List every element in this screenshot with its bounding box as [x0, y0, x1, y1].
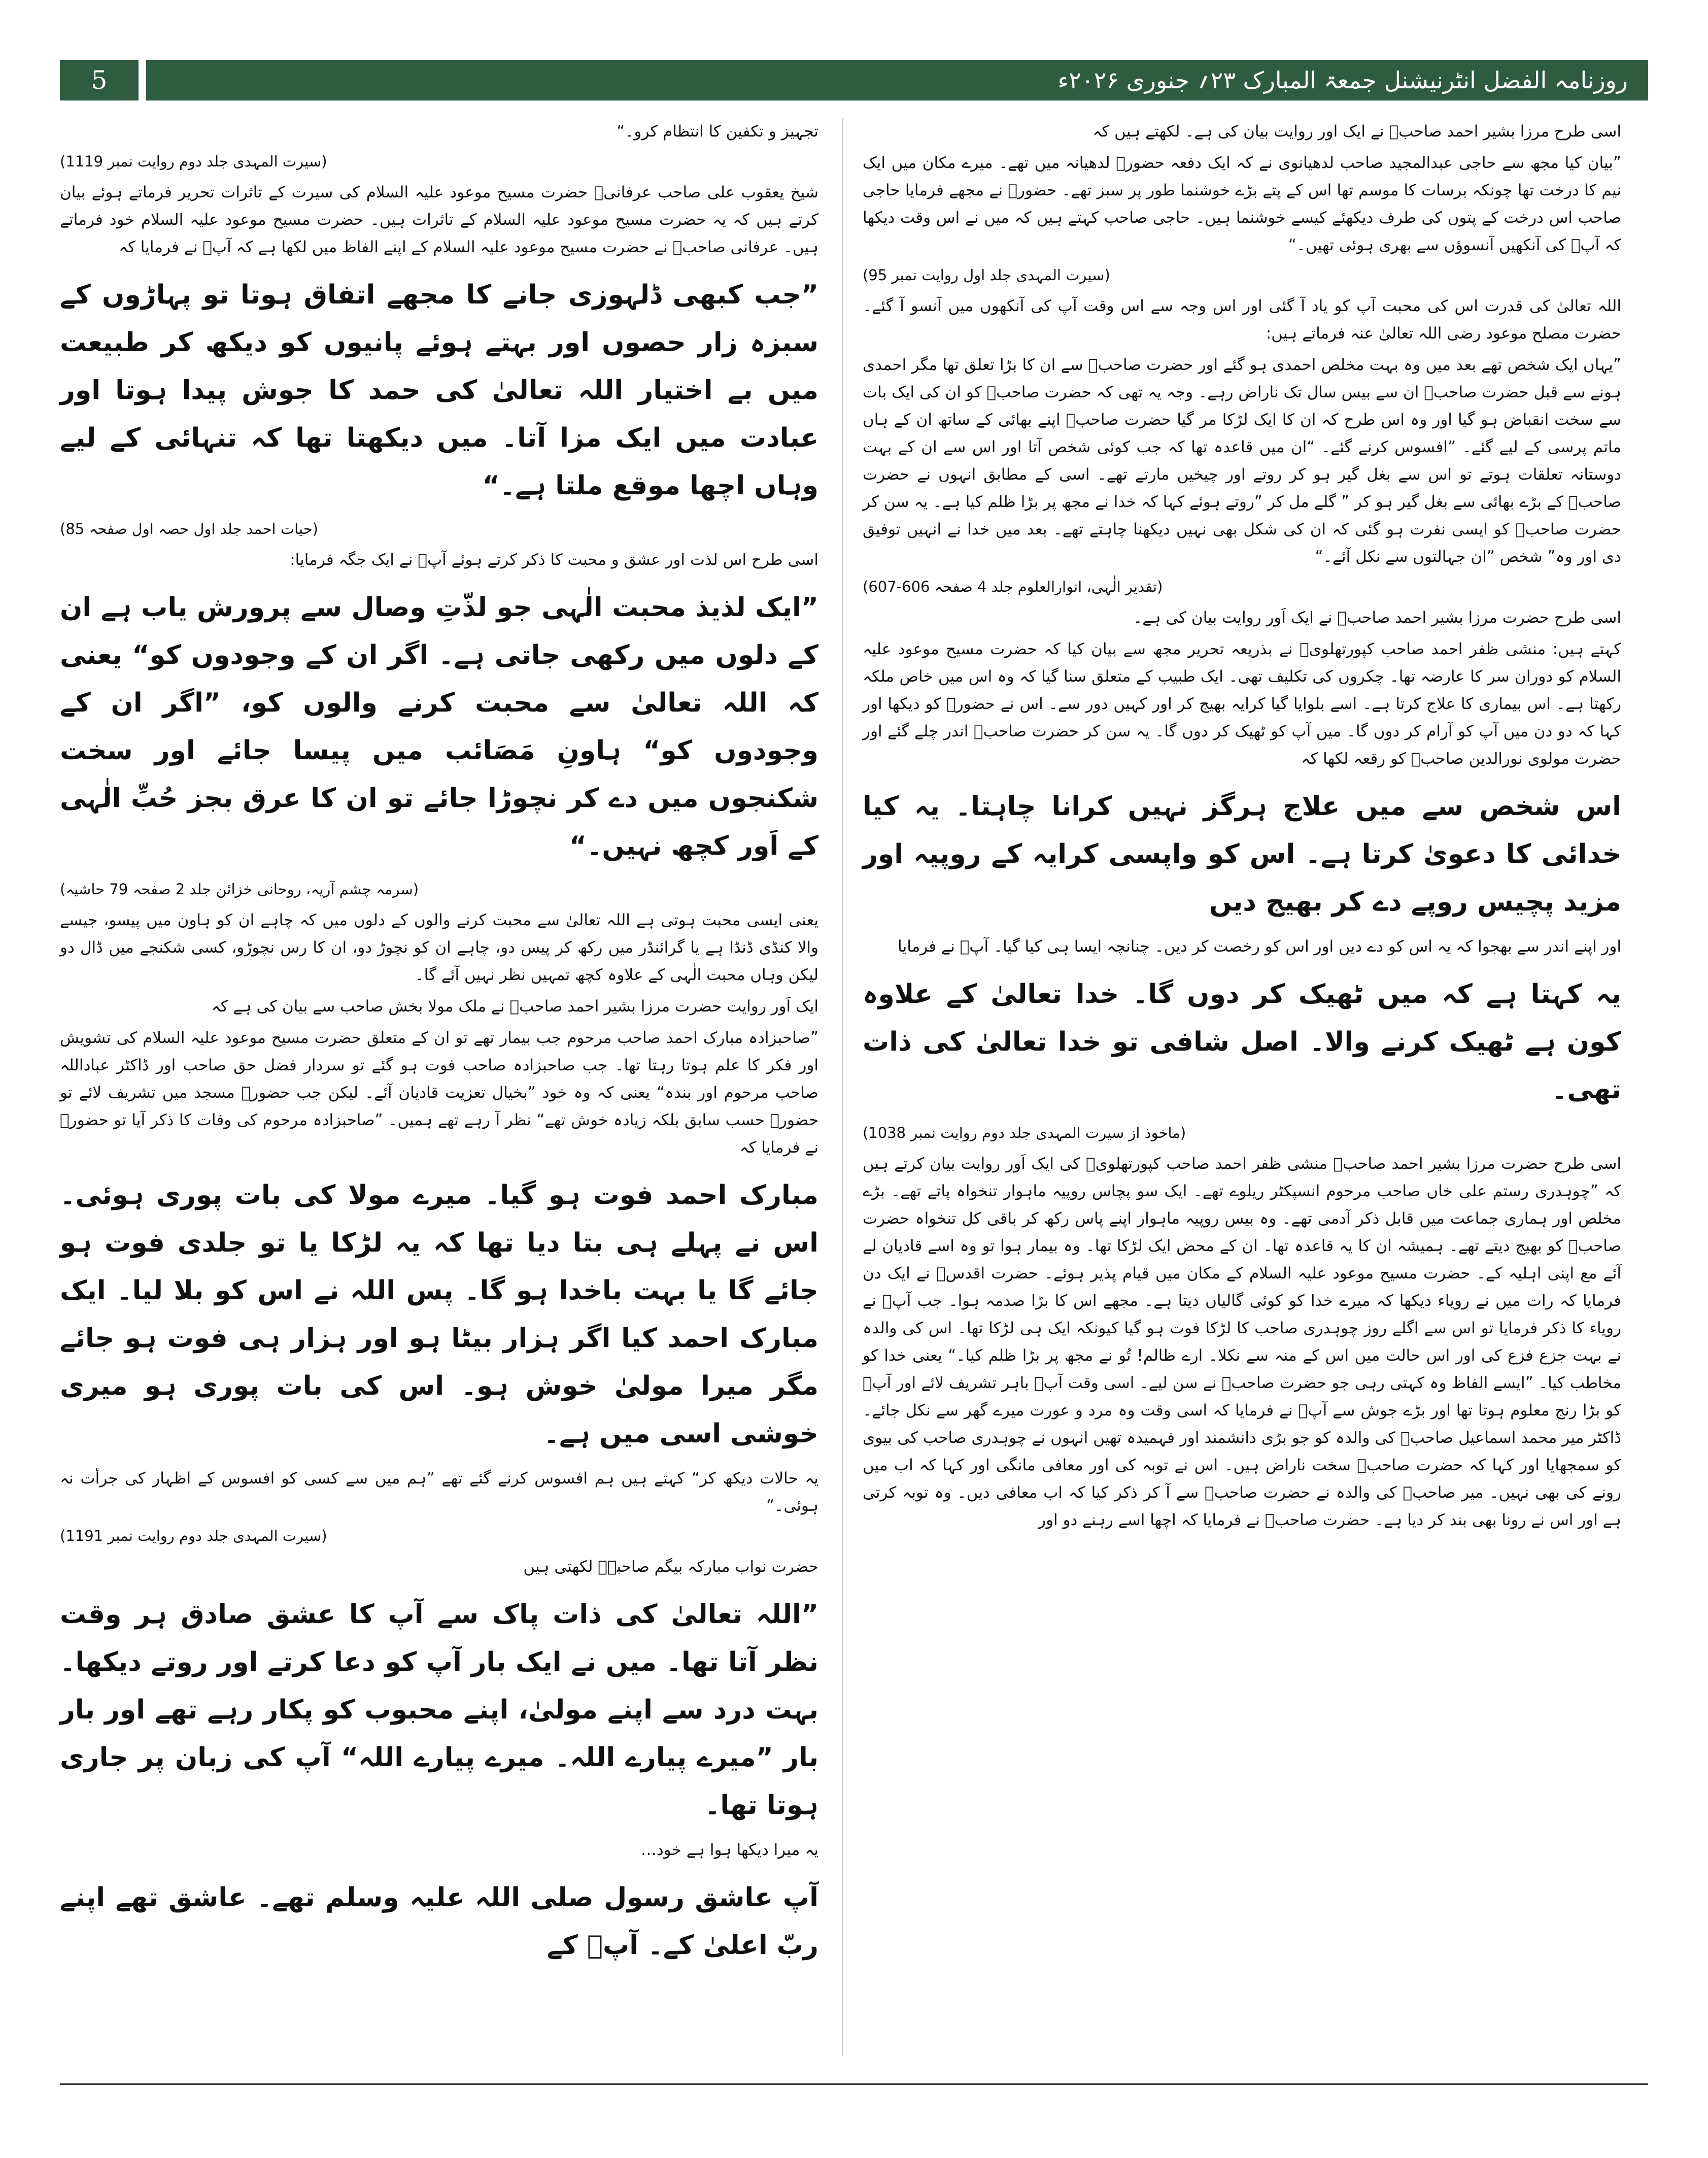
citation: (سیرت المہدی جلد دوم روایت نمبر 1119): [60, 153, 327, 170]
paragraph: یہ میرا دیکھا ہوا ہے خود…: [640, 1841, 818, 1859]
paragraph: اسی طرح حضرت مرزا بشیر احمد صاحبؓ نے ایک اَور روایت بیان کی ہے۔: [1133, 609, 1621, 627]
paragraph: اور اپنے اندر سے بھجوا کہ یہ اس کو دے دیں اور اس کو رخصت کر دیں۔ چنانچہ ایسا ہی کیا گیا۔ آپؑ نے فرمایا: [898, 937, 1621, 956]
pull-quote: مبارک احمد فوت ہو گیا۔ میرے مولا کی بات پوری ہوئی۔ اس نے پہلے ہی بتا دیا تھا کہ یہ لڑکا یا تو جلدی فوت ہو جائے گا یا بہت باخدا ہو گا۔ پس اللہ نے اس کو بلا لیا۔ ایک مبارک احمد کیا اگر ہزار بیٹا ہو اور ہزار ہی فوت ہو جائے مگر میرا مولیٰ خوش ہو۔ اس کی بات پوری ہو میری خوشی اسی میں ہے۔: [60, 1180, 818, 1449]
page-header: [60, 60, 1648, 100]
masthead: روزنامہ الفضل انٹرنیشنل جمعۃ المبارک ۲۳؍ جنوری ۲۰۲۶ء: [146, 60, 1648, 100]
pull-quote: اس شخص سے میں علاج ہرگز نہیں کرانا چاہتا۔ یہ کیا خدائی کا دعویٰ کرتا ہے۔ اس کو واپسی کرایہ کے روپیہ اور مزید پچیس روپے دے کر بھیج دیں: [863, 791, 1621, 917]
pull-quote: ”جب کبھی ڈلہوزی جانے کا مجھے اتفاق ہوتا تو پہاڑوں کے سبزہ زار حصوں اور بہتے ہوئے پانیوں کو دیکھ کر طبیعت میں بے اختیار اللہ تعالیٰ کی حمد کا جوش پیدا ہوتا اور عبادت میں ایک مزا آتا۔ میں دیکھتا تھا کہ تنہائی کے لیے وہاں اچھا موقع ملتا ہے۔“: [60, 280, 818, 501]
paragraph: اسی طرح حضرت مرزا بشیر احمد صاحبؓ منشی ظفر احمد صاحب کپورتھلویؓ کی ایک اَور روایت بیان کرتے ہیں کہ ”چوہدری رستم علی خاں صاحب مرحوم انسپکٹر ریلوے تھے۔ ایک سو پچاس روپیہ ماہوار تنخواہ پاتے تھے۔ بڑے مخلص اور ہماری جماعت میں قابل ذکر آدمی تھے۔ وہ بیس روپیہ ماہوار اپنے پاس رکھ کر باقی کل تنخواہ حضرت صاحبؑ کو بھیج دیتے تھے۔ ہمیشہ ان کا یہ قاعدہ تھا۔ ان کے محض ایک لڑکا تھا۔ وہ بیمار ہوا تو وہ اسے قادیان لے آئے مع اپنی اہلیہ کے۔ حضرت مسیح موعود علیہ السلام کے مکان میں قیام پذیر ہوئے۔ حضرت اقدسؑ نے ایک دن فرمایا کہ رات میں نے رویاء دیکھا کہ میرے خدا کو کوئی گالیاں دیتا ہے۔ مجھے اس کا بڑا صدمہ ہوا۔ جب آپؑ نے رویاء کا ذکر فرمایا تو اس سے اگلے روز چوہدری صاحب کا لڑکا فوت ہو گیا کیونکہ ایک ہی لڑکا تھا۔ اس کی والدہ نے بہت جزع فزع کی اور اس حالت میں اس کے منہ سے نکلا۔ ارے ظالم! تُو نے مجھ پر بڑا ظلم کیا۔“ یعنی خدا کو مخاطب کیا۔ ”ایسے الفاظ وہ کہتی رہی جو حضرت صاحبؑ نے سن لیے۔ اسی وقت آپؑ باہر تشریف لائے اور آپؑ کو بڑا رنج معلوم ہوتا تھا اور بڑے جوش سے آپؑ نے فرمایا کہ اسی وقت وہ مرد و عورت میرے گھر سے نکل جائے۔ ڈاکٹر میر محمد اسماعیل صاحبؓ کی والدہ کو جو بڑی دانشمند اور فہمیدہ تھیں انہوں نے چوہدری صاحب کی بیوی کو سمجھایا اور کہا کہ حضرت صاحبؑ سخت ناراض ہیں۔ اس نے توبہ کی اور معافی مانگی اور کہا کہ اب میں رونے کی بھی نہیں۔ میر صاحبؓ کی والدہ نے حضرت صاحبؑ سے آ کر ذکر کیا کہ اب معافی دیں۔ وہ توبہ کرتی ہے اور اس نے رونا بھی بند کر دیا ہے۔ حضرت صاحبؑ نے فرمایا کہ اچھا اسے رہنے دو اور: [863, 1155, 1621, 1529]
bottom-rule: [60, 2083, 1648, 2085]
citation: (سیرت المہدی جلد دوم روایت نمبر 1191): [60, 1527, 327, 1544]
paragraph: یہ حالات دیکھ کر“ کہتے ہیں ہم افسوس کرنے گئے تھے ”ہم میں سے کسی کو افسوس کے اظہار کی جرأت نہ ہوئی۔“: [60, 1469, 818, 1515]
pull-quote: آپ عاشق رسول صلی اللہ علیہ وسلم تھے۔ عاشق تھے اپنے ربّ اعلیٰ کے۔ آپؑ کے: [60, 1882, 818, 1961]
paragraph: ”یہاں ایک شخص تھے بعد میں وہ بہت مخلص احمدی ہو گئے اور حضرت صاحبؑ سے ان کا بڑا تعلق تھا مگر احمدی ہونے سے قبل حضرت صاحبؑ ان سے بیس سال تک ناراض رہے۔ وجہ یہ تھی کہ حضرت صاحبؑ کو ان کی ایک بات سے سخت انقباض ہو گیا اور وہ اس طرح کہ ان کا ایک لڑکا مر گیا حضرت صاحبؑ اپنے بھائی کے ساتھ ان کے ہاں ماتم پرسی کے لیے گئے۔ ”افسوس کرنے گئے۔ “ان میں قاعدہ تھا کہ جب کوئی شخص آتا اور اس سے ان کے بہت دوستانہ تعلقات ہوتے تو اس سے بغل گیر ہو کر روتے اور چیخیں مارتے تھے۔ اسی کے مطابق انہوں نے حضرت صاحبؑ کے بڑے بھائی سے بغل گیر ہو کر ” گلے مل کر ”روتے ہوئے کہا کہ خدا نے مجھ پر بڑا ظلم کیا ہے۔ یہ سن کر حضرت صاحبؑ کو ایسی نفرت ہو گئی کہ ان کی شکل بھی نہیں دیکھنا چاہتے تھے۔ بعد میں خدا نے انہیں توفیق دی اور وہ” شخص ”ان جہالتوں سے نکل آئے۔“: [863, 356, 1621, 566]
page-number: 5: [60, 60, 139, 100]
pull-quote: یہ کہتا ہے کہ میں ٹھیک کر دوں گا۔ خدا تعالیٰ کے علاوہ کون ہے ٹھیک کرنے والا۔ اصل شافی تو خدا تعالیٰ کی ذات تھی۔: [863, 979, 1621, 1105]
paragraph: تجہیز و تکفین کا انتظام کرو۔“: [617, 122, 818, 141]
pull-quote: ”ایک لذیذ محبت الٰہی جو لذّتِ وصال سے پرورش یاب ہے ان کے دلوں میں رکھی جاتی ہے۔ اگر ان کے وجودوں کو“ یعنی کہ اللہ تعالیٰ سے محبت کرنے والوں کو، ”اگر ان کے وجودوں کو“ ہاونِ مَصَائب میں پیسا جائے اور سخت شکنجوں میں دے کر نچوڑا جائے تو ان کا عرق بجز حُبِّ الٰہی کے اَور کچھ نہیں۔“: [60, 592, 818, 861]
citation: (حیات احمد جلد اول حصہ اول صفحہ 85): [60, 520, 318, 537]
citation: (ماخوذ از سیرت المہدی جلد دوم روایت نمبر 1038): [863, 1124, 1186, 1141]
paragraph: ایک اَور روایت حضرت مرزا بشیر احمد صاحبؓ نے ملک مولا بخش صاحب سے بیان کی ہے کہ: [211, 997, 818, 1016]
right-column: [863, 118, 1621, 1538]
paragraph: اسی طرح اس لذت اور عشق و محبت کا ذکر کرتے ہوئے آپؑ نے ایک جگہ فرمایا:: [290, 551, 818, 569]
paragraph: حضرت نواب مبارکہ بیگم صاحبہؓ لکھتی ہیں: [523, 1558, 818, 1576]
citation: (تقدیر الٰہی، انوارالعلوم جلد 4 صفحہ 606-607): [863, 578, 1163, 595]
paragraph: شیخ یعقوب علی صاحب عرفانیؓ حضرت مسیح موعود علیہ السلام کی سیرت کے تاثرات تحریر فرماتے ہوئے بیان کرتے ہیں کہ یہ حضرت مسیح موعود علیہ السلام کے تاثرات ہیں۔ حضرت مسیح موعود علیہ السلام خود فرماتے ہیں۔ عرفانی صاحبؓ نے حضرت مسیح موعود علیہ السلام کے اپنے الفاظ میں لکھا ہے کہ آپؑ نے فرمایا کہ: [60, 183, 818, 256]
paragraph: اسی طرح مرزا بشیر احمد صاحبؓ نے ایک اور روایت بیان کی ہے۔ لکھتے ہیں کہ: [1092, 122, 1621, 141]
left-column: [60, 118, 818, 1976]
paragraph: اللہ تعالیٰ کی قدرت اس کی محبت آپ کو یاد آ گئی اور اس وجہ سے اس وقت آپ کی آنکھوں میں آنسو آ گئے۔ حضرت مصلح موعود رضی اللہ تعالیٰ عنہ فرماتے ہیں:: [863, 297, 1621, 343]
paragraph: کہتے ہیں: منشی ظفر احمد صاحب کپورتھلویؓ نے بذریعہ تحریر مجھ سے بیان کیا کہ حضرت مسیح موعود علیہ السلام کو دوران سر کا عارضہ تھا۔ چکروں کی تکلیف تھی۔ ایک طبیب کے متعلق سنا گیا کہ وہ اس میں خاص ملکہ رکھتا ہے۔ اس بیماری کا علاج کرتا ہے۔ اسے بلوایا گیا کرایہ بھیج کر اور کہیں دور سے۔ اس نے حضورؑ کو دیکھا اور کہا کہ دو دن میں آپ کو آرام کر دوں گا۔ میں آپ کو ٹھیک کر دوں گا۔ یہ سن کر حضرت صاحبؑ اندر چلے گئے اور حضرت مولوی نورالدین صاحبؓ کو رقعہ لکھا کہ: [863, 640, 1621, 768]
paragraph: یعنی ایسی محبت ہوتی ہے اللہ تعالیٰ سے محبت کرنے والوں کے دلوں میں کہ چاہے ان کو ہاون میں پیسو، جیسے والا کنڈی ڈنڈا ہے یا گرائنڈر میں رکھ کر پیس دو، چاہے ان کو نچوڑ دو، ان کا رس نچوڑو، کسی شکنجے میں ڈال دو لیکن وہاں محبت الٰہی کے علاوہ کچھ تمہیں نظر نہیں آئے گا۔: [60, 911, 818, 984]
citation: (سرمہ چشم آریہ، روحانی خزائن جلد 2 صفحہ 79 حاشیہ): [60, 881, 419, 898]
paragraph: ”بیان کیا مجھ سے حاجی عبدالمجید صاحب لدھیانوی نے کہ ایک دفعہ حضورؑ لدھیانہ میں تھے۔ میرے مکان میں ایک نیم کا درخت تھا چونکہ برسات کا موسم تھا اس کے پتے بڑے خوشنما طور پر سبز تھے۔ حضورؑ نے مجھے فرمایا حاجی صاحب اس درخت کے پتوں کی طرف دیکھئے کیسے خوشنما ہیں۔ حاجی صاحب کہتے ہیں کہ میں نے اس وقت دیکھا کہ آپؑ کی آنکھیں آنسوؤں سے بھری ہوئی تھیں۔“: [863, 154, 1621, 254]
column-divider: [842, 118, 843, 2056]
citation: (سیرت المہدی جلد اول روایت نمبر 95): [863, 266, 1110, 284]
paragraph: ”صاحبزادہ مبارک احمد صاحب مرحوم جب بیمار تھے تو ان کے متعلق حضرت مسیح موعود علیہ السلام کی تشویش اور فکر کا علم ہوتا رہتا تھا۔ جب صاحبزادہ صاحب فوت ہو گئے تو سردار فضل حق صاحب اور ڈاکٹر عباداللہ صاحب مرحوم اور بندہ“ یعنی کہ وہ خود ”بخیال تعزیت قادیان آئے۔ لیکن جب حضورؑ مسجد میں تشریف لائے تو حضورؑ حسب سابق بلکہ زیادہ خوش تھے“ نظر آ رہے تھے ہمیں۔ ”صاحبزادہ مرحوم کی وفات کا ذکر آیا تو حضورؑ نے فرمایا کہ: [60, 1029, 818, 1157]
pull-quote: ”اللہ تعالیٰ کی ذات پاک سے آپ کا عشق صادق ہر وقت نظر آتا تھا۔ میں نے ایک بار آپ کو دعا کرتے اور روتے دیکھا۔ بہت درد سے اپنے مولیٰ، اپنے محبوب کو پکار رہے تھے اور بار بار ”میرے پیارے اللہ۔ میرے پیارے اللہ“ آپ کی زبان پر جاری ہوتا تھا۔: [60, 1599, 818, 1820]
